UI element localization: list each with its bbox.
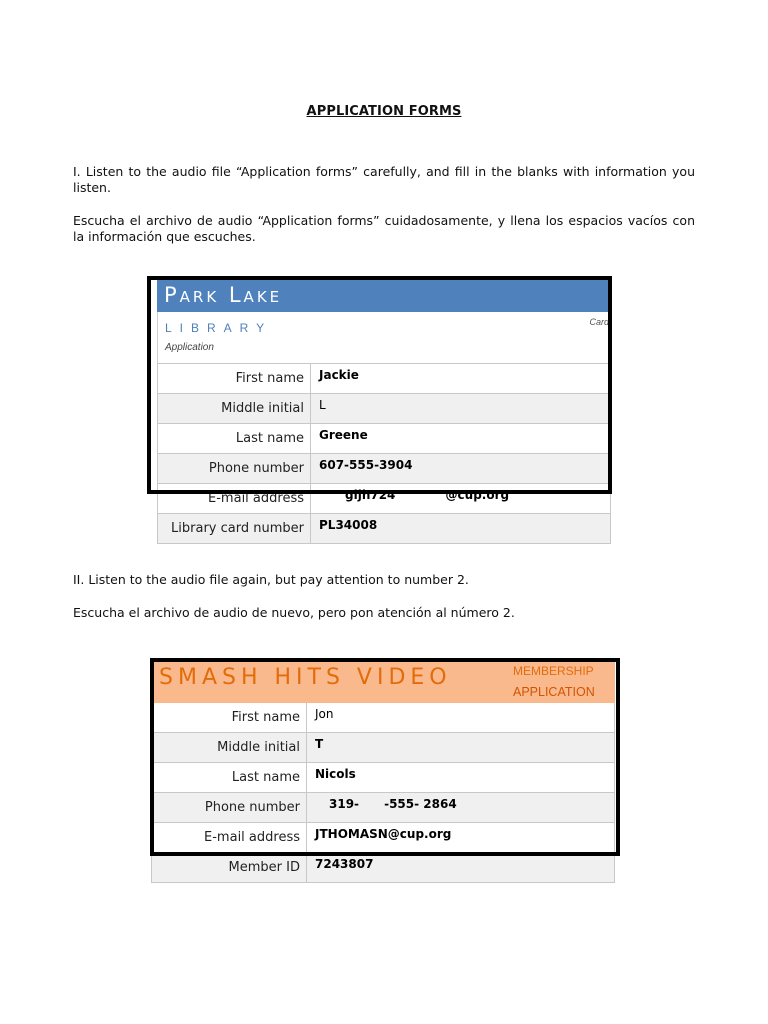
highlight-frame-form2: [150, 658, 620, 856]
field-label: Last name: [152, 763, 307, 792]
field-label: First name: [158, 364, 311, 393]
form1-application-label: Application: [165, 342, 214, 353]
field-label: E-mail address: [152, 823, 307, 852]
email-address-value[interactable]: gljh724 @cup.org: [345, 488, 510, 502]
member-id-value[interactable]: 7243807: [315, 857, 374, 871]
form2-membership-label: MEMBERSHIP: [513, 664, 594, 678]
instruction-1-english: I. Listen to the audio file “Application forms” carefully, and fill in the blanks with information you listen.: [73, 164, 695, 195]
form1-brand: Park Lake: [164, 283, 283, 307]
field-label: E-mail address: [158, 484, 311, 513]
field-label: Middle initial: [158, 394, 311, 423]
form2-application-label: APPLICATION: [513, 685, 595, 699]
first-name-value[interactable]: Jon: [315, 707, 334, 721]
field-label: First name: [152, 703, 307, 732]
library-card-number-value[interactable]: PL34008: [319, 518, 378, 532]
highlight-frame-form1: [147, 276, 612, 494]
field-label: Middle initial: [152, 733, 307, 762]
phone-number-value[interactable]: 319- -555- 2864: [329, 797, 457, 811]
field-label: Library card number: [158, 514, 311, 543]
form1-library-label: LIBRARY: [165, 321, 273, 335]
email-address-value[interactable]: JTHOMASN@cup.org: [315, 827, 452, 841]
last-name-value[interactable]: Greene: [319, 428, 368, 442]
field-label: Phone number: [158, 454, 311, 483]
document-title: APPLICATION FORMS: [306, 104, 462, 119]
form-row: [158, 514, 610, 544]
middle-initial-value[interactable]: L: [319, 398, 326, 412]
form1-card-label: Card: [589, 317, 609, 327]
phone-number-value[interactable]: 607-555-3904: [319, 458, 413, 472]
last-name-value[interactable]: Nicols: [315, 767, 356, 781]
first-name-value[interactable]: Jackie: [319, 368, 359, 382]
instruction-2-english: II. Listen to the audio file again, but pay attention to number 2.: [73, 572, 469, 587]
middle-initial-value[interactable]: T: [315, 737, 324, 751]
field-label: Member ID: [152, 853, 307, 882]
form-row: [152, 853, 614, 883]
instruction-1-spanish: Escucha el archivo de audio “Application forms” cuidadosamente, y llena los espacios vacíos con la información que escuches.: [73, 213, 695, 244]
form2-brand: SMASH HITS VIDEO: [159, 665, 452, 690]
field-label: Phone number: [152, 793, 307, 822]
instruction-2-spanish: Escucha el archivo de audio de nuevo, pero pon atención al número 2.: [73, 605, 515, 620]
field-label: Last name: [158, 424, 311, 453]
